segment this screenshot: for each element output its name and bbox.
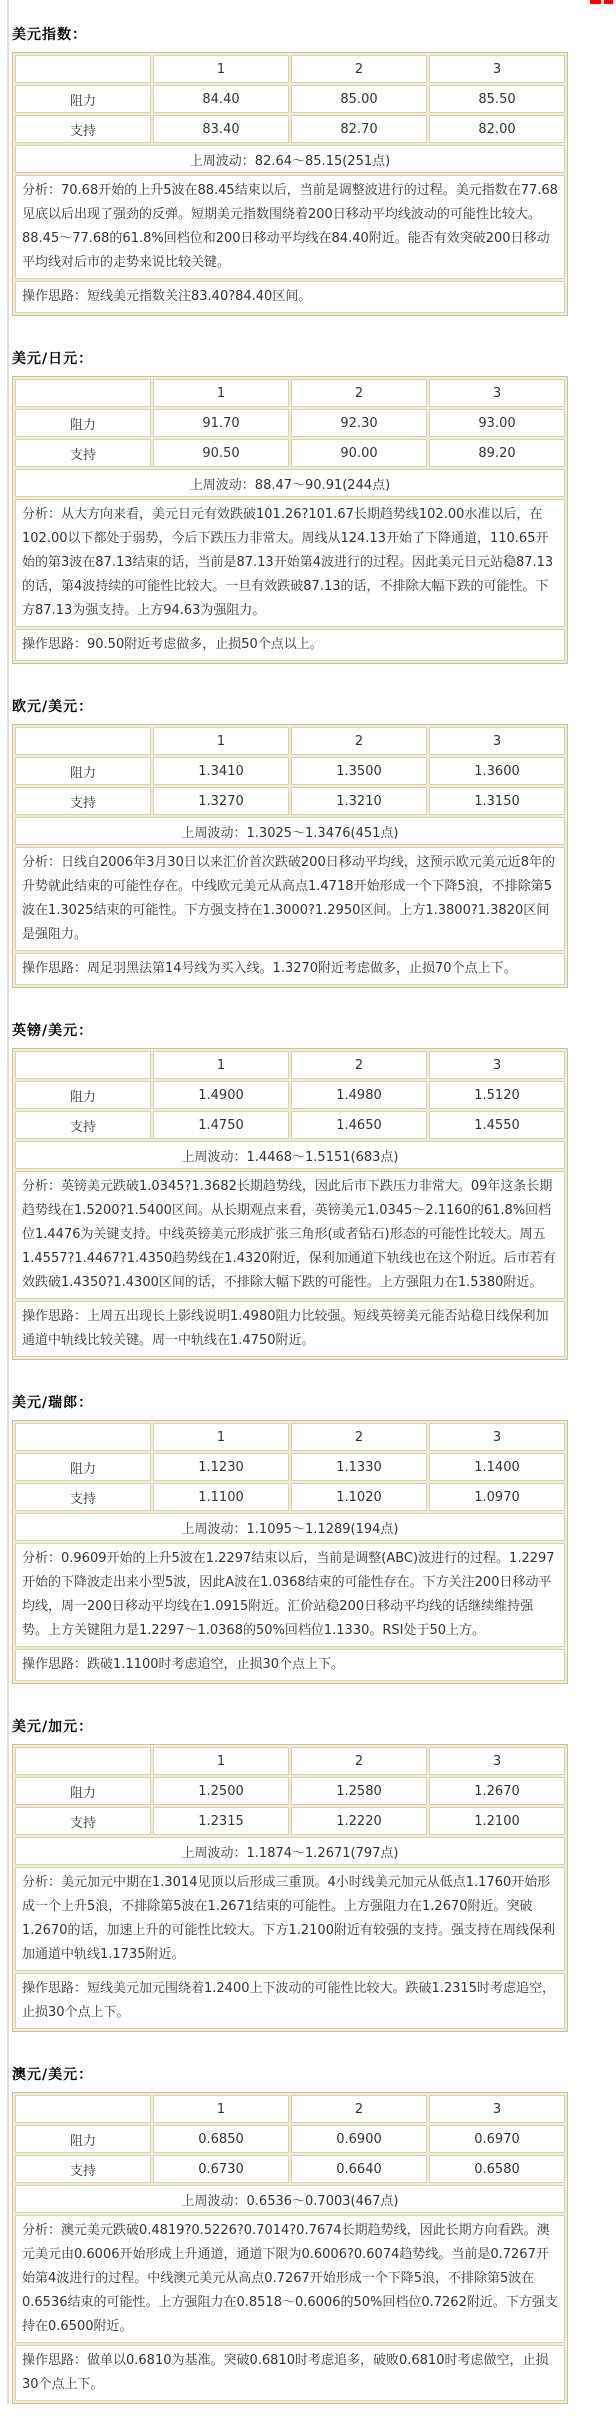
col-header-1: 1	[153, 55, 289, 83]
col-header-3: 3	[429, 2095, 565, 2123]
resistance-value-1: 1.4900	[153, 1081, 289, 1109]
support-value-3: 1.0970	[429, 1483, 565, 1511]
support-value-3: 0.6580	[429, 2155, 565, 2183]
support-value-1: 0.6730	[153, 2155, 289, 2183]
support-value-3: 1.2100	[429, 1807, 565, 1835]
levels-table	[12, 1744, 568, 2032]
support-label: 支持	[15, 1483, 151, 1511]
resistance-value-2: 1.4980	[291, 1081, 427, 1109]
currency-section	[12, 1392, 568, 1684]
cut-off-red-mark	[590, 0, 601, 4]
resistance-value-3: 1.3600	[429, 757, 565, 785]
analysis-text: 分析：0.9609开始的上升5波在1.2297结束以后，当前是调整(ABC)波进行的过程。1.2297开始的下降波走出来小型5波，因此A波在1.0368结束的可能性存在。下方关注200日移动平均线，周一200日移动平均线在1.0915附近。汇价站稳200日移动平均线的话继续维持强势。上方关键阻力是1.2297～1.0368的50%回档位1.1330。RSI处于50上方。	[15, 1543, 565, 1647]
analysis-row	[15, 175, 565, 279]
resistance-value-3: 1.5120	[429, 1081, 565, 1109]
strategy-text: 操作思路：短线美元指数关注83.40?84.40区间。	[15, 281, 565, 313]
section-title: 美元/日元：	[12, 351, 94, 367]
left-divider-line	[7, 0, 9, 2404]
levels-table	[12, 724, 568, 988]
col-header-3: 3	[429, 1051, 565, 1079]
analysis-row	[15, 847, 565, 951]
resistance-value-2: 1.3500	[291, 757, 427, 785]
corner-cell	[15, 727, 151, 755]
resistance-value-2: 1.1330	[291, 1453, 427, 1481]
support-value-1: 83.40	[153, 115, 289, 143]
analysis-text: 分析：日线自2006年3月30日以来汇价首次跌破200日移动平均线，这预示欧元美元近8年的升势就此结束的可能性存在。中线欧元美元从高点1.4718开始形成一个下降5浪，不排除第5波在1.3025结束的可能性。下方强支持在1.3000?1.2950区间。上方1.3800?1.3820区间是强阻力。	[15, 847, 565, 951]
table-header-row	[15, 1051, 565, 1079]
section-title: 澳元/美元：	[12, 2067, 94, 2083]
support-label: 支持	[15, 2155, 151, 2183]
resistance-value-1: 1.3410	[153, 757, 289, 785]
strategy-text: 操作思路：周足羽黑法第14号线为买入线。1.3270附近考虑做多，止损70个点上下。	[15, 953, 565, 985]
table-header-row	[15, 379, 565, 407]
col-header-1: 1	[153, 2095, 289, 2123]
resistance-label: 阻力	[15, 2125, 151, 2153]
support-row	[15, 1111, 565, 1139]
resistance-row	[15, 409, 565, 437]
analysis-row	[15, 1543, 565, 1647]
col-header-3: 3	[429, 727, 565, 755]
support-value-2: 1.3210	[291, 787, 427, 815]
col-header-1: 1	[153, 379, 289, 407]
support-label: 支持	[15, 439, 151, 467]
support-value-3: 89.20	[429, 439, 565, 467]
resistance-value-3: 1.2670	[429, 1777, 565, 1805]
col-header-3: 3	[429, 1747, 565, 1775]
cut-off-red-mark	[604, 0, 613, 4]
col-header-2: 2	[291, 379, 427, 407]
resistance-value-3: 1.1400	[429, 1453, 565, 1481]
levels-table	[12, 52, 568, 316]
col-header-3: 3	[429, 379, 565, 407]
col-header-1: 1	[153, 1423, 289, 1451]
support-value-2: 1.4650	[291, 1111, 427, 1139]
currency-section	[12, 348, 568, 664]
support-label: 支持	[15, 787, 151, 815]
col-header-2: 2	[291, 727, 427, 755]
support-value-1: 1.3270	[153, 787, 289, 815]
support-value-1: 1.2315	[153, 1807, 289, 1835]
col-header-1: 1	[153, 1051, 289, 1079]
analysis-text: 分析：美元加元中期在1.3014见顶以后形成三重顶。4小时线美元加元从低点1.1760开始形成一个上升5浪，不排除第5波在1.2671结束的可能性。上方强阻力在1.2670附近。突破1.2670的话，加速上升的可能性比较大。下方1.2100附近有较强的支持。强支持在周线保利加通道中轨线1.1735附近。	[15, 1867, 565, 1971]
weekly-range-text: 上周波动：1.1874～1.2671(797点)	[15, 1837, 565, 1865]
analysis-text: 分析：澳元美元跌破0.4819?0.5226?0.7014?0.7674长期趋势线，因此长期方向看跌。澳元美元由0.6006开始形成上升通道，通道下限为0.6006?0.6074趋势线。当前是0.7267开始第4波进行的过程。中线澳元美元从高点0.7267开始形成一个下降5浪，不排除第5波在0.6536结束的可能性。上方强阻力在0.8518～0.6006的50%回档位0.7262附近。下方强支持在0.6500附近。	[15, 2215, 565, 2343]
support-value-2: 1.2220	[291, 1807, 427, 1835]
table-header-row	[15, 55, 565, 83]
weekly-range-text: 上周波动：82.64～85.15(251点)	[15, 145, 565, 173]
weekly-range-text: 上周波动：88.47～90.91(244点)	[15, 469, 565, 497]
weekly-range-row	[15, 1141, 565, 1169]
resistance-value-1: 84.40	[153, 85, 289, 113]
resistance-value-2: 85.00	[291, 85, 427, 113]
support-row	[15, 2155, 565, 2183]
col-header-2: 2	[291, 1051, 427, 1079]
col-header-3: 3	[429, 1423, 565, 1451]
section-title: 欧元/美元：	[12, 699, 94, 715]
levels-table	[12, 376, 568, 664]
levels-table	[12, 1420, 568, 1684]
strategy-text: 操作思路：做单以0.6810为基准。突破0.6810时考虑追多，破败0.6810时考虑做空，止损30个点上下。	[15, 2345, 565, 2401]
col-header-1: 1	[153, 1747, 289, 1775]
strategy-row	[15, 1973, 565, 2029]
corner-cell	[15, 55, 151, 83]
weekly-range-row	[15, 1837, 565, 1865]
analysis-row	[15, 2215, 565, 2343]
weekly-range-row	[15, 469, 565, 497]
report-body	[12, 0, 568, 2404]
currency-section	[12, 1020, 568, 1360]
resistance-value-3: 0.6970	[429, 2125, 565, 2153]
strategy-text: 操作思路：上周五出现长上影线说明1.4980阻力比较强。短线英镑美元能否站稳日线保利加通道中轨线比较关键。周一中轨线在1.4750附近。	[15, 1301, 565, 1357]
weekly-range-row	[15, 817, 565, 845]
resistance-row	[15, 757, 565, 785]
levels-table	[12, 2092, 568, 2404]
support-value-3: 1.4550	[429, 1111, 565, 1139]
resistance-value-1: 91.70	[153, 409, 289, 437]
strategy-text: 操作思路：短线美元加元围绕着1.2400上下波动的可能性比较大。跌破1.2315时考虑追空，止损30个点上下。	[15, 1973, 565, 2029]
resistance-label: 阻力	[15, 409, 151, 437]
table-header-row	[15, 1747, 565, 1775]
corner-cell	[15, 1051, 151, 1079]
support-row	[15, 439, 565, 467]
support-label: 支持	[15, 1807, 151, 1835]
support-value-2: 1.1020	[291, 1483, 427, 1511]
resistance-value-2: 1.2580	[291, 1777, 427, 1805]
resistance-row	[15, 1453, 565, 1481]
resistance-row	[15, 2125, 565, 2153]
support-label: 支持	[15, 1111, 151, 1139]
resistance-value-3: 93.00	[429, 409, 565, 437]
corner-cell	[15, 2095, 151, 2123]
weekly-range-text: 上周波动：1.1095～1.1289(194点)	[15, 1513, 565, 1541]
strategy-row	[15, 953, 565, 985]
resistance-value-1: 1.1230	[153, 1453, 289, 1481]
support-value-2: 82.70	[291, 115, 427, 143]
resistance-row	[15, 1081, 565, 1109]
resistance-value-2: 92.30	[291, 409, 427, 437]
support-label: 支持	[15, 115, 151, 143]
resistance-label: 阻力	[15, 1081, 151, 1109]
support-row	[15, 787, 565, 815]
table-header-row	[15, 2095, 565, 2123]
support-value-3: 82.00	[429, 115, 565, 143]
support-value-2: 90.00	[291, 439, 427, 467]
analysis-text: 分析：从大方向来看，美元日元有效跌破101.26?101.67长期趋势线102.00水准以后，在102.00以下都处于弱势，今后下跌压力非常大。周线从124.13开始了下降通道，110.65开始的第3波在87.13结束的话，当前是87.13开始第4波进行的过程。因此美元日元站稳87.13的话，第4波持续的可能性比较大。一旦有效跌破87.13的话，不排除大幅下跌的可能性。下方87.13为强支持。上方94.63为强阻力。	[15, 499, 565, 627]
resistance-label: 阻力	[15, 757, 151, 785]
col-header-3: 3	[429, 55, 565, 83]
weekly-range-row	[15, 145, 565, 173]
resistance-row	[15, 85, 565, 113]
table-header-row	[15, 1423, 565, 1451]
resistance-label: 阻力	[15, 85, 151, 113]
resistance-value-1: 1.2500	[153, 1777, 289, 1805]
support-row	[15, 115, 565, 143]
analysis-row	[15, 499, 565, 627]
col-header-2: 2	[291, 55, 427, 83]
corner-cell	[15, 1423, 151, 1451]
support-value-2: 0.6640	[291, 2155, 427, 2183]
support-row	[15, 1807, 565, 1835]
resistance-value-2: 0.6900	[291, 2125, 427, 2153]
col-header-1: 1	[153, 727, 289, 755]
resistance-value-3: 85.50	[429, 85, 565, 113]
table-header-row	[15, 727, 565, 755]
section-title: 美元/瑞郎：	[12, 1395, 94, 1411]
section-title: 美元/加元：	[12, 1719, 94, 1735]
currency-section	[12, 2064, 568, 2404]
weekly-range-text: 上周波动：0.6536～0.7003(467点)	[15, 2185, 565, 2213]
resistance-label: 阻力	[15, 1777, 151, 1805]
section-title: 英镑/美元：	[12, 1023, 94, 1039]
col-header-2: 2	[291, 1423, 427, 1451]
support-value-1: 1.1100	[153, 1483, 289, 1511]
analysis-row	[15, 1867, 565, 1971]
weekly-range-text: 上周波动：1.4468～1.5151(683点)	[15, 1141, 565, 1169]
col-header-2: 2	[291, 2095, 427, 2123]
resistance-row	[15, 1777, 565, 1805]
weekly-range-row	[15, 1513, 565, 1541]
strategy-text: 操作思路：跌破1.1100时考虑追空，止损30个点上下。	[15, 1649, 565, 1681]
strategy-row	[15, 629, 565, 661]
corner-cell	[15, 379, 151, 407]
analysis-text: 分析：英镑美元跌破1.0345?1.3682长期趋势线，因此后市下跌压力非常大。09年这条长期趋势线在1.5200?1.5400区间。从长期观点来看，英镑美元1.0345～2.1160的61.8%回档位1.4476为关键支持。中线英镑美元形成扩张三角形(或者钻石)形态的可能性比较大。周五1.4557?1.4467?1.4350趋势线在1.4320附近，保利加通道下轨线也在这个附近。后市若有效跌破1.4350?1.4300区间的话，不排除大幅下跌的可能性。上方强阻力在1.5380附近。	[15, 1171, 565, 1299]
analysis-text: 分析：70.68开始的上升5波在88.45结束以后，当前是调整波进行的过程。美元指数在77.68见底以后出现了强劲的反弹。短期美元指数围绕着200日移动平均线波动的可能性比较大。88.45～77.68的61.8%回档位和200日移动平均线在84.40附近。能否有效突破200日移动平均线对后市的走势来说比较关键。	[15, 175, 565, 279]
analysis-row	[15, 1171, 565, 1299]
strategy-text: 操作思路：90.50附近考虑做多，止损50个点以上。	[15, 629, 565, 661]
strategy-row	[15, 1649, 565, 1681]
col-header-2: 2	[291, 1747, 427, 1775]
strategy-row	[15, 281, 565, 313]
strategy-row	[15, 1301, 565, 1357]
currency-section	[12, 24, 568, 316]
support-value-1: 90.50	[153, 439, 289, 467]
currency-section	[12, 1716, 568, 2032]
support-row	[15, 1483, 565, 1511]
section-title: 美元指数：	[12, 27, 87, 43]
corner-cell	[15, 1747, 151, 1775]
support-value-3: 1.3150	[429, 787, 565, 815]
levels-table	[12, 1048, 568, 1360]
resistance-value-1: 0.6850	[153, 2125, 289, 2153]
resistance-label: 阻力	[15, 1453, 151, 1481]
currency-section	[12, 696, 568, 988]
weekly-range-text: 上周波动：1.3025～1.3476(451点)	[15, 817, 565, 845]
strategy-row	[15, 2345, 565, 2401]
weekly-range-row	[15, 2185, 565, 2213]
support-value-1: 1.4750	[153, 1111, 289, 1139]
